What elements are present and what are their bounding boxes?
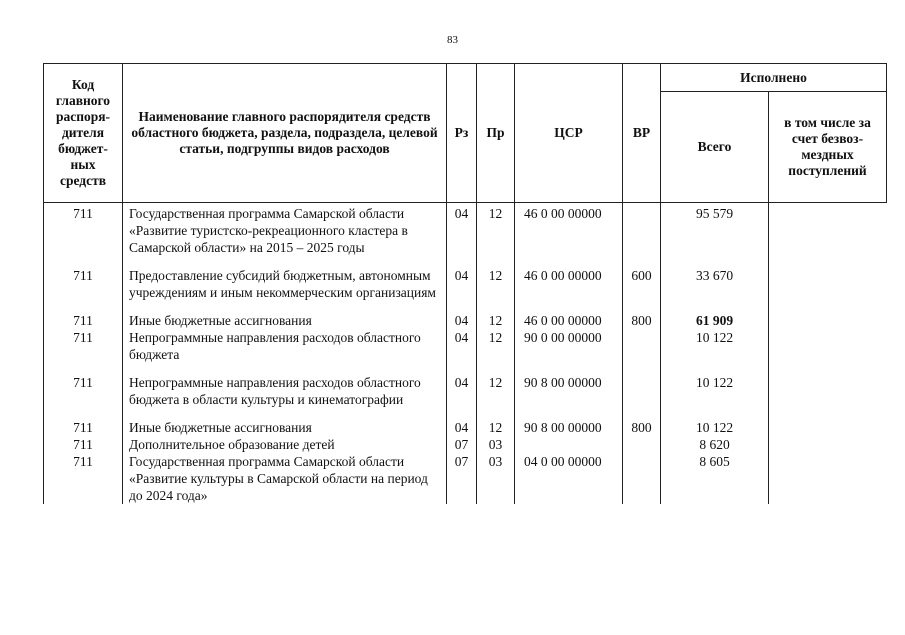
table-body — [44, 203, 887, 505]
header-name: Наименование главного распорядителя средств областного бюджета, раздела, подраздела, целевой статьи, подгруппы видов расходов — [123, 64, 447, 203]
cell-pr: 12 — [477, 419, 515, 436]
cell-total: 10 122 — [661, 374, 769, 419]
cell-vr — [623, 453, 661, 504]
cell-rz: 07 — [447, 436, 477, 453]
cell-name: Государственная программа Самарской области «Развитие культуры в Самарской области на период до 2024 года» — [129, 454, 428, 503]
cell-name: Государственная программа Самарской области «Развитие туристско-рекреационного кластера в Самарской области» на 2015 – 2025 годы — [129, 206, 408, 255]
cell-pr: 12 — [477, 203, 515, 268]
cell-vr: 600 — [623, 267, 661, 312]
cell-name: Предоставление субсидий бюджетным, автономным учреждениям и иным некоммерческим организациям — [129, 268, 436, 300]
cell-free — [769, 312, 887, 329]
cell-csr: 90 8 00 00000 — [515, 374, 623, 419]
cell-csr — [515, 436, 623, 453]
cell-rz: 07 — [447, 453, 477, 504]
cell-pr: 03 — [477, 436, 515, 453]
cell-code: 711 — [44, 436, 123, 453]
cell-total: 8 620 — [661, 436, 769, 453]
header-vr: ВР — [623, 64, 661, 203]
cell-total: 33 670 — [661, 267, 769, 312]
header-csr: ЦСР — [515, 64, 623, 203]
header-free: в том числе за счет безвоз-мездных поступлений — [769, 92, 887, 203]
table-row — [44, 267, 887, 312]
cell-name: Иные бюджетные ассигнования — [129, 420, 312, 435]
cell-rz: 04 — [447, 203, 477, 268]
cell-rz: 04 — [447, 312, 477, 329]
cell-vr: 800 — [623, 312, 661, 329]
cell-code: 711 — [44, 419, 123, 436]
table-row — [44, 203, 887, 268]
cell-csr: 90 0 00 00000 — [515, 329, 623, 374]
cell-rz: 04 — [447, 329, 477, 374]
cell-code: 711 — [44, 374, 123, 419]
page-number: 83 — [447, 34, 458, 46]
cell-pr: 12 — [477, 374, 515, 419]
cell-vr: 800 — [623, 419, 661, 436]
cell-total: 95 579 — [661, 203, 769, 268]
cell-free — [769, 419, 887, 436]
header-code: Код главного распоря-дителя бюджет-ных средств — [44, 64, 123, 203]
table-row — [44, 312, 887, 329]
cell-pr: 12 — [477, 312, 515, 329]
cell-name: Дополнительное образование детей — [129, 437, 335, 452]
cell-rz: 04 — [447, 374, 477, 419]
table-row — [44, 374, 887, 419]
cell-csr: 04 0 00 00000 — [515, 453, 623, 504]
header-rz: Рз — [447, 64, 477, 203]
cell-code: 711 — [44, 312, 123, 329]
table-row — [44, 419, 887, 436]
cell-rz: 04 — [447, 419, 477, 436]
budget-table — [43, 63, 887, 504]
cell-free — [769, 436, 887, 453]
cell-csr: 46 0 00 00000 — [515, 203, 623, 268]
cell-total: 8 605 — [661, 453, 769, 504]
cell-total: 61 909 — [661, 312, 769, 329]
cell-pr: 03 — [477, 453, 515, 504]
cell-name: Иные бюджетные ассигнования — [129, 313, 312, 328]
cell-free — [769, 453, 887, 504]
cell-pr: 12 — [477, 329, 515, 374]
cell-code: 711 — [44, 203, 123, 268]
header-total: Всего — [661, 92, 769, 203]
cell-vr — [623, 436, 661, 453]
table-row — [44, 329, 887, 374]
cell-code: 711 — [44, 267, 123, 312]
cell-name: Непрограммные направления расходов областного бюджета в области культуры и кинематографии — [129, 375, 421, 407]
cell-total: 10 122 — [661, 329, 769, 374]
table-row — [44, 453, 887, 504]
table-row — [44, 436, 887, 453]
cell-csr: 46 0 00 00000 — [515, 312, 623, 329]
cell-vr — [623, 374, 661, 419]
cell-vr — [623, 329, 661, 374]
cell-free — [769, 374, 887, 419]
cell-csr: 90 8 00 00000 — [515, 419, 623, 436]
cell-rz: 04 — [447, 267, 477, 312]
header-pr: Пр — [477, 64, 515, 203]
cell-free — [769, 329, 887, 374]
cell-pr: 12 — [477, 267, 515, 312]
header-executed: Исполнено — [661, 64, 887, 92]
cell-free — [769, 267, 887, 312]
cell-code: 711 — [44, 453, 123, 504]
table-header — [44, 64, 887, 203]
cell-vr — [623, 203, 661, 268]
cell-code: 711 — [44, 329, 123, 374]
cell-csr: 46 0 00 00000 — [515, 267, 623, 312]
cell-total: 10 122 — [661, 419, 769, 436]
cell-free — [769, 203, 887, 268]
cell-name: Непрограммные направления расходов областного бюджета — [129, 330, 421, 362]
